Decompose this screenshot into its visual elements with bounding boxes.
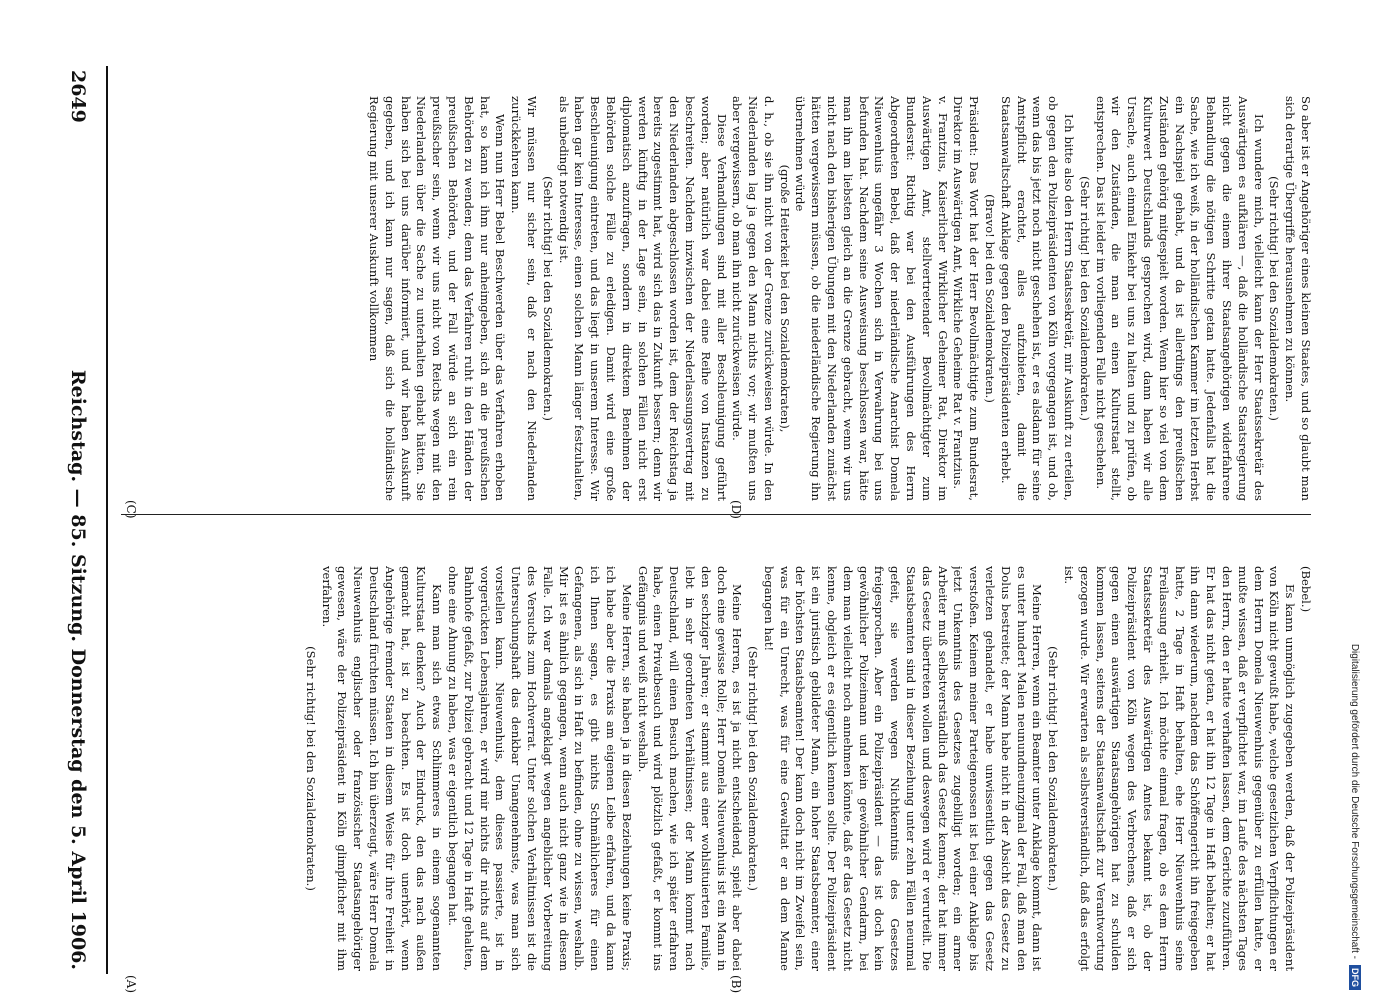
running-title: Reichstag. — 85. Sitzung. Donnerstag den 5. April 1906. <box>67 369 89 970</box>
text-column-right <box>118 96 1313 501</box>
interjection: (Sehr richtig! bei den Sozialdemokraten.) <box>303 646 318 891</box>
paragraph: Diese Verhandlungen sind mit aller Beschleunigung geführt worden; aber natürlich war dabei eine Reihe von Instanzen zu beschreiten. Nachdem inzwischen der Niederlassungsvertrag mit den Niederlanden abgeschlossen worden ist, dem der Reichstag ja bereits zugestimmt hat, wird sich das in Zukunft bessern; denn wir werden künftig in der Lage sein, in solchen Fällen nicht erst diplomatisch anzufragen, sondern in direktem Benehmen der Behörden solche Fälle zu erledigen. Damit wird eine große Beschleunigung eintreten, und das liegt in unserem Interesse. Wir haben gar kein Interesse, einen solchen Mann länger festzuhalten, als unbedingt notwendig ist. <box>556 96 729 501</box>
paragraph: (Bebel.) <box>1299 566 1313 613</box>
interjection: (Sehr richtig! bei den Sozialdemokraten.) <box>1046 646 1061 891</box>
paragraph: Meine Herren, sie haben ja in diesen Beziehungen keine Praxis; ich habe aber die Praxis am eigenen Leibe erfahren, und da kann ich Ihnen sagen, es gibt nichts Schmählicheres für einen Gefangenen, als sich in Haft zu befinden, ohne zu wissen, weshalb. Mir ist es ähnlich gegangen, wenn auch nicht ganz wie in diesem Falle. Ich war damals angeklagt wegen angeblicher Vorbereitung des Versuchs zum Hochverrat. Unter solchen Verhältnissen ist die Untersuchungshaft das denkbar Unangenehmste, was man sich vorstellen kann. Nieuwenhuis, dem dieses passierte, ist in vorgerückten Lebensjahren, er wird mir nichts dir nichts auf dem Bahnhofe gefaßt, zur Polizei gebracht und 12 Tage in Haft gehalten, ohne eine Ahnung zu haben, was er eigentlich begangen hat. <box>445 566 634 971</box>
paragraph: Wenn nun Herr Bebel Beschwerden über das Verfahren erhoben hat, so kann ich ihm nur anheimgeben, sich an die preußischen Behörden zu wenden; denn das Verfahren ruht in den Händen der preußischen Behörden, und der Fall würde an sich ein rein preußischer sein, wenn wir uns nicht von Reichs wegen mit den Niederlanden über die Sache zu unterhalten gehabt hätten. Sie haben sich bei uns darüber informiert, und wir haben Auskunft gegeben, und ich kann nur sagen, daß sich die holländische Regierung mit unserer Auskunft vollkommen <box>366 96 508 501</box>
digitization-stamp <box>1347 0 1363 1000</box>
interjection: (Bravo! bei den Sozialdemokraten.) <box>983 194 998 403</box>
paragraph: Wir müssen nur sicher sein, daß er nach den Niederlanden zurückkehren kann. <box>509 96 539 501</box>
margin-marker-b: (B) <box>729 975 743 994</box>
paragraph: Es kann unmöglich zugegeben werden, daß der Polizeipräsident von Köln nicht gewußt habe, welche gesetzlichen Verpflichtungen er dem Herrn Domela Nieuwenhuis gegenüber zu erfüllen hatte, er mußte wissen, daß er verpflichtet war, im Laufe des nächsten Tages den Herrn, den er hatte verhaften lassen, dem Gerichte zuzuführen. Er hat das nicht getan, er hat ihn 12 Tage in Haft behalten; er hat ihn dann wiederum, nachdem das Schöffengericht ihn freigegeben hatte, 2 Tage in Haft behalten, ehe Herr Nieuwenhuis seine Freilassung erhielt. Ich möchte einmal fragen, ob es dem Herrn Staatssekretär des Auswärtigen Amtes bekannt ist, ob der Polizeipräsident von Köln wegen des Verbrechens, daß er sich gegen einen auswärtigen Staatsangehörigen hat zu schulden kommen lassen, seitens der Staatsanwaltschaft zur Verantwortung gezogen wurde. Wir erwarten als selbstverständlich, daß das erfolgt ist. <box>1062 566 1298 971</box>
page-number: 2649 <box>67 70 89 123</box>
margin-marker-c: (C) <box>124 500 138 519</box>
paragraph: Ich bitte also den Herrn Staatssekretär, mir Auskunft zu erteilen, ob gegen den Polizeipräsidenten von Köln vorgegangen ist, und ob, wenn das bis jetzt noch nicht geschehen ist, er es alsdann für seine Amtspflicht erachtet, alles aufzubieten, damit die Staatsanwaltschaft Anklage gegen den Polizeipräsidenten erhebt. <box>998 96 1077 501</box>
paragraph: d. h., ob sie ihn nicht von der Grenze zurückweisen würde. In den Niederlanden lag ja gegen den Mann nichts vor; wir mußten uns aber vergewissern, ob man ihn nicht zurückweisen würde. <box>730 96 776 501</box>
paragraph: Meine Herren, es ist ja nicht entscheidend, spielt aber dabei doch eine gewisse Rolle; Herr Domela Nieuwenhuis ist ein Mann in den sechziger Jahren; er stammt aus einer wohlsituierten Familie, lebt in sehr geordneten Verhältnissen; der Mann kommt nach Deutschland, will einen Besuch machen, wie ich später erfahren habe, einen Privatbesuch und wird plötzlich gefaßt, er kommt ins Gefängnis und weiß nicht weshalb. <box>635 566 745 971</box>
paragraph: So aber ist er Angehöriger eines kleinen Staates, und so glaubt man sich derartige Übergriffe herausnehmen zu können. <box>1283 96 1313 501</box>
paragraph: Kann man sich etwas Schlimmeres in einem sogenannten Kulturstaat denken? Auch der Eindruck, den das nach außen gemacht hat, ist zu beachten. Es ist doch unerhört, wenn Angehörige fremder Staaten in diesem Weise für ihre Freiheit in Deutschland fürchten müssen. Ich bin überzeugt, wäre Herr Domela Nieuwenhuis englischer oder französischer Staatsangehöriger gewesen, wäre der Polizeipräsident in Köln glimpflicher mit ihm verfahren. <box>319 566 445 971</box>
interjection: (Sehr richtig! bei den Sozialdemokraten.) <box>1077 176 1092 421</box>
margin-marker-a: (A) <box>124 975 138 994</box>
header-rule <box>106 66 108 974</box>
digitization-note: Digitalisierung gefördert durch die Deutsche Forschungsgemeinschaft - <box>1349 643 1361 959</box>
page-header <box>58 70 98 970</box>
interjection: (Sehr richtig! bei den Sozialdemokraten.) <box>746 646 761 891</box>
paragraph: Präsident: Das Wort hat der Herr Bevollmächtigte zum Bundesrat, Direktor im Auswärtigen Amt, Wirkliche Geheime Rat v. Frantzius. <box>951 96 982 501</box>
interjection: (Sehr richtig! bei den Sozialdemokraten.) <box>540 176 555 421</box>
margin-marker-d: (D) <box>729 500 743 519</box>
interjection: (große Heiterkeit bei den Sozialdemokraten), <box>777 164 792 433</box>
paragraph: Ich wundere mich, vielleicht kann der Herr Staatssekretär des Auswärtigen es aufklären —, daß die holländische Staatsregierung nicht gegen die einem ihrer Staatsangehörigen widerfahrene Behandlung die nötigen Schritte getan hatte. Jedenfalls hat die Sache, wie ich weiß, in der holländischen Kammer im letzten Herbst ein Nachspiel gehabt, und da ist allerdings den preußischen Zuständen gehörig mitgespielt worden. Wenn hier so viel von dem Kulturwert Deutschlands gesprochen wird, dann haben wir alle Ursache, auch einmal Einkehr bei uns zu halten und zu prüfen, ob wir den Zuständen, die man an einen Kulturstaat stellt, entsprechen. Das ist leider im vorliegenden Falle nicht geschehen. <box>1093 96 1266 501</box>
interjection: (Sehr richtig! bei den Sozialdemokraten.) <box>1267 176 1282 421</box>
paragraph: Meine Herren, wenn ein Beamter unter Anklage kommt, dann ist es unter hundert Malen neunundneunzigmal der Fall, daß man den Dolus bestreitet; der Mann habe nicht in der Absicht das Gesetz zu verletzen gehandelt, er habe unwissentlich gegen das Gesetz verstoßen. Keinem meiner Parteigenossen ist bei einer Anklage bis jetzt Unkenntnis des Gesetzes zugebilligt worden; ein armer Arbeiter muß selbstverständlich das Gesetz kennen; der hat immer das Gesetz übertreten wollen und deswegen wird er verurteilt. Die Staatsbeamten sind in dieser Beziehung unter zehn Fällen neunmal gefeit, sie werden wegen Nichtkenntnis des Gesetzes freigesprochen. Aber ein Polizeipräsident — das ist doch kein gewöhnlicher Polizeimann und kein gewöhnlicher Gendarm, bei dem man vielleicht noch annehmen könnte, daß er das Gesetz nicht kenne, obgleich er es eigentlich kennen sollte. Der Polizeipräsident ist ein juristisch gebildeter Mann, ein hoher Staatsbeamter, einer der höchsten Staatsbeamten! Der kann doch nicht im Zweifel sein, was für ein Unrecht, was für eine Gewalttat er an dem Manne begangen hat! <box>761 566 1045 971</box>
dfg-logo: DFG <box>1349 965 1361 990</box>
column-separator <box>121 514 1311 515</box>
text-column-left <box>118 566 1313 971</box>
paragraph: v. Frantzius, Kaiserlicher Wirklicher Geheimer Rat, Direktor im Auswärtigen Amt, stellvertretender Bevollmächtigter zum Bundesrat: Richtig war bei den Ausführungen des Herrn Abgeordneten Bebel, daß der niederländische Anarchist Domela Nieuwenhuis ungefähr 3 Wochen sich in Verwahrung bei uns befunden hat. Nachdem seine Ausweisung beschlossen war, hätte man ihn am liebsten gleich an die Grenze gebracht, wenn wir uns nicht nach den bisherigen Übungen mit den Niederlanden zunächst hätten vergewissern müssen, ob die niederländische Regierung ihn übernehmen würde <box>793 96 950 501</box>
